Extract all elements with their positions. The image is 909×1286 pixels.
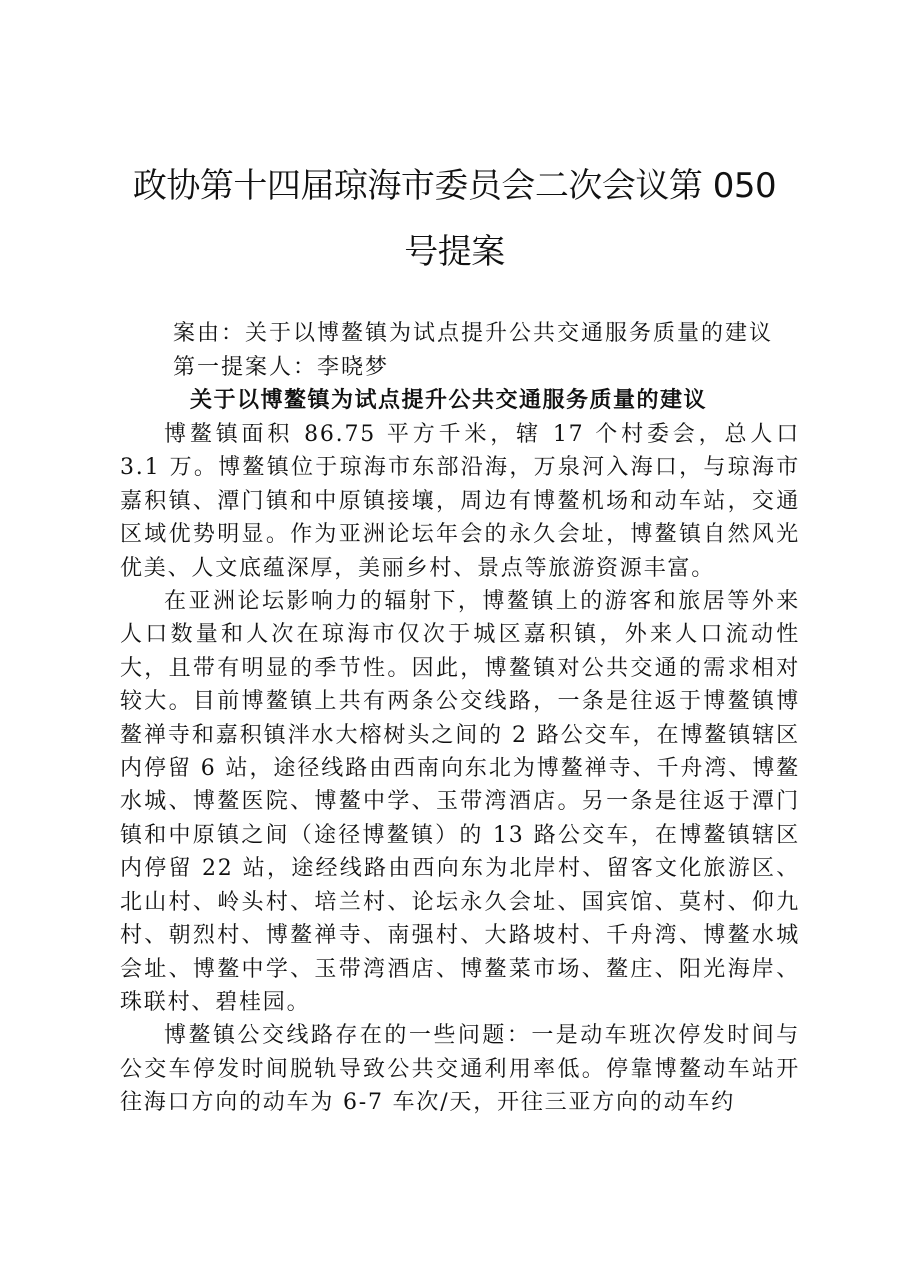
first-proposer: 第一提案人：李晓梦 bbox=[173, 355, 390, 380]
proposal-body bbox=[120, 418, 800, 1120]
case-reason: 案由：关于以博鳌镇为试点提升公共交通服务质量的建议 bbox=[173, 321, 774, 346]
body-paragraph-2: 在亚洲论坛影响力的辐射下，博鳌镇上的游客和旅居等外来人口数量和人次在琼海市仅次于城区嘉积镇，外来人口流动性大，且带有明显的季节性。因此，博鳌镇对公共交通的需求相对较大。目前博鳌镇上共有两条公交线路，一条是往返于博鳌镇博鳌禅寺和嘉积镇泮水大榕树头之间的 2 路公交车，在博鳌镇辖区内停留 6 站，途径线路由西南向东北为博鳌禅寺、千舟湾、博鳌水城、博鳌医院、博鳌中学、玉带湾酒店。另一条是往返于潭门镇和中原镇之间（途径博鳌镇）的 13 路公交车，在博鳌镇辖区内停留 22 站，途经线路由西向东为北岸村、留客文化旅游区、北山村、岭头村、培兰村、论坛永久会址、国宾馆、莫村、仰九村、朝烈村、博鳌禅寺、南强村、大路坡村、千舟湾、博鳌水城会址、博鳌中学、玉带湾酒店、博鳌菜市场、鳌庄、阳光海岸、珠联村、碧桂园。 bbox=[120, 589, 800, 1015]
document-title-line-1: 政协第十四届琼海市委员会二次会议第 050 bbox=[132, 166, 777, 206]
body-paragraph-3: 博鳌镇公交线路存在的一些问题：一是动车班次停发时间与公交车停发时间脱轨导致公共交通利用率低。停靠博鳌动车站开往海口方向的动车为 6-7 车次/天，开往三亚方向的动车约 bbox=[120, 1023, 800, 1116]
body-paragraph-1: 博鳌镇面积 86.75 平方千米，辖 17 个村委会，总人口 3.1 万。博鳌镇位于琼海市东部沿海，万泉河入海口，与琼海市嘉积镇、潭门镇和中原镇接壤，周边有博鳌机场和动车站，交通区域优势明显。作为亚洲论坛年会的永久会址，博鳌镇自然风光优美、人文底蕴深厚，美丽乡村、景点等旅游资源丰富。 bbox=[120, 422, 800, 581]
document-title-line-2: 号提案 bbox=[404, 232, 505, 272]
proposal-subtitle: 关于以博鳌镇为试点提升公共交通服务质量的建议 bbox=[190, 387, 708, 413]
